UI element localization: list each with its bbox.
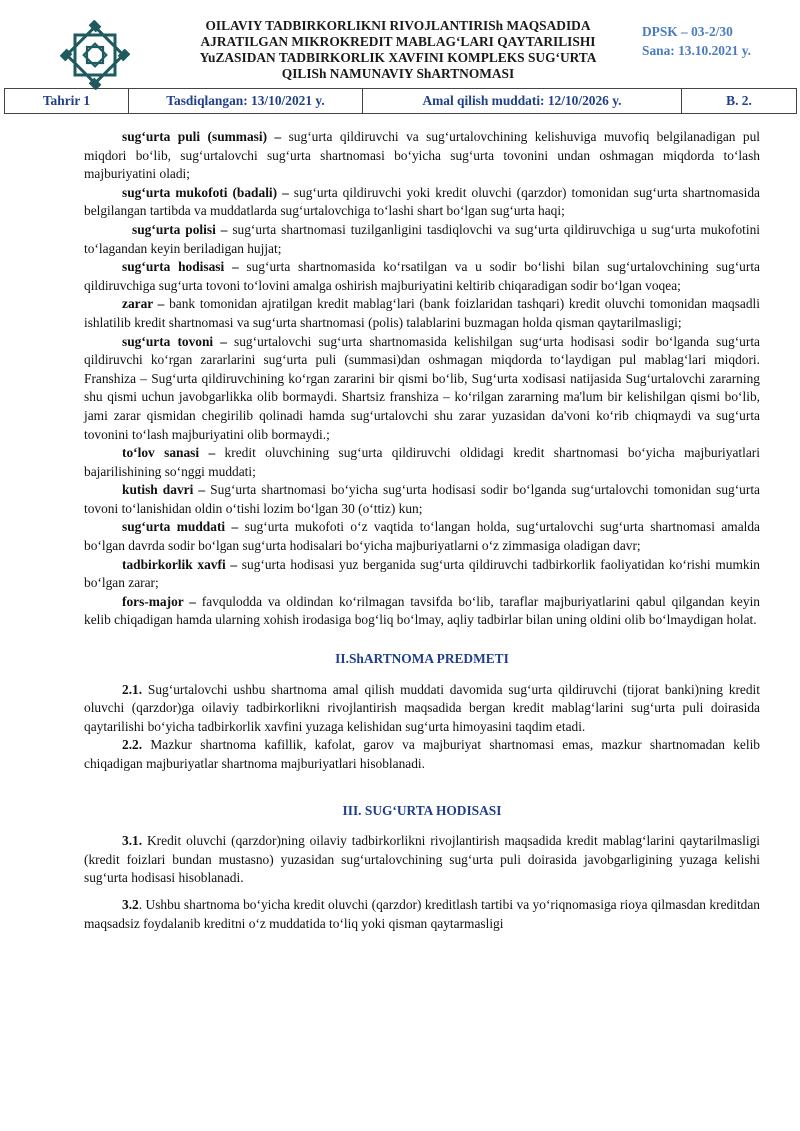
approved-cell: Tasdiqlangan: 13/10/2021 y. (129, 89, 363, 114)
definition: zarar – bank tomonidan ajratilgan kredit mablag‘lari (bank foizlaridan tashqari) kredit oluvchi tomonidan maqsadli ishlatilib kredit shartnomasi va sug‘urta shartnomasi (polis) talablarini buzmagan holda qisman qaytarilmasligi; (84, 296, 761, 330)
clause: 2.1. Sug‘urtalovchi ushbu shartnoma amal qilish muddati davomida sug‘urta qildiruvchi (tijorat banki)ning kredit oluvchi (qarzdor)ga oilaviy tadbirkorlikni rivojlantirish maqsadida bergan kredit mablag‘larini sug‘urta puli doirasida qaytarilishi bo‘yicha tadbirkorlik xavfini yuzaga kelishidan sug‘urta himoyasini taqdim etadi. (84, 681, 760, 734)
definition: sug‘urta tovoni – sug‘urtalovchi sug‘urta shartnomasida kelishilgan sug‘urta hodisasi sodir bo‘lganda sug‘urta qildiruvchi ko‘rgan zararlarini sug‘urta puli (summasi)dan oshmagan miqdorda to‘laydigan pul mablag‘lari miqdori. Franshiza – Sug‘urta qildiruvchining ko‘rgan zararini bir qismi bo‘lib, Sug‘urta xodisasi natijasida Sug‘urtalovchi zararning shu qismi uchun javobgarlikka olib bormaydi. Shartsiz franshiza – ko‘rilgan zararning ma'lum bir kelishilgan qismi bo‘lib, jami zarar qismidan chegirilib qolinadi hamda sug‘urtalovchi shu zarar yuzasidan da'voni ko‘rib chiqmaydi va sug‘urta tovonini to‘lash majburiyatini olib bormaydi.; (84, 333, 760, 442)
star-emblem-icon (60, 20, 130, 90)
definition: to‘lov sanasi – kredit oluvchining sug‘urta qildiruvchi oldidagi kredit shartnomasi bo‘yicha majburiyatlari bajarilishining so‘nggi muddati; (84, 445, 760, 479)
validity-cell: Amal qilish muddati: 12/10/2026 y. (363, 89, 682, 114)
document-meta-table (4, 88, 797, 114)
section-heading: II.ShARTNOMA PREDMETI (335, 651, 509, 667)
clause: 3.1. Kredit oluvchi (qarzdor)ning oilaviy tadbirkorlikni rivojlantirish maqsadida kredit mablag‘larini qaytarilmasligi (kredit foizlari bundan mustasno) yuzasidan sug‘urtalovchining sug‘urta puli doirasida javobgarligining yuzaga kelishi sug‘urta hodisasi hisoblanadi. (84, 833, 760, 886)
document-body (84, 128, 760, 933)
definition: kutish davri – Sug‘urta shartnomasi bo‘yicha sug‘urta hodisasi sodir bo‘lganda sug‘urtalovchi tomonidan sug‘urta tovoni to‘lanishidan oldin o‘tishi lozim bo‘lgan 30 (o‘ttiz) kun; (84, 482, 760, 516)
clause: 2.2. Mazkur shartnoma kafillik, kafolat, garov va majburiyat shartnomasi emas, mazkur shartnomadan kelib chiqadigan majburiyatlar shartnoma majburiyatlari hisoblanadi. (84, 737, 760, 771)
definition: sug‘urta mukofoti (badali) – sug‘urta qildiruvchi yoki kredit oluvchi (qarzdor) tomonidan sug‘urta shartnomasida belgilangan tartibda va muddatlarda sug‘urtalovchiga to‘lashi shart bo‘lgan sug‘urta haqi; (84, 184, 760, 219)
definition: sug‘urta hodisasi – sug‘urta shartnomasida ko‘rsatilgan va u sodir bo‘lishi bilan sug‘urtalovchining sug‘urta qildiruvchiga sug‘urta tovoni to‘lovini amalga oshirish majburiyatini keltirib chiqaradigan sodir bo‘lgan voqea; (84, 259, 760, 293)
document-code: DPSK – 03-2/30 Sana: 13.10.2021 y. (642, 24, 752, 58)
definition: tadbirkorlik xavfi – sug‘urta hodisasi yuz berganida sug‘urta qildiruvchi tadbirkorlik faoliyatidan ko‘rishi mumkin bo‘lgan zarar; (84, 556, 760, 591)
definition: fors-major – favqulodda va oldindan ko‘rilmagan tavsifda bo‘lib, taraflar majburiyatlarini qabul qilgandan keyin kelib chiqadigan hamda ularning xohish irodasiga bog‘liq bo‘lmay, aqliy tadbirlar bilan uning oldini olib bo‘lmaydigan holat. (84, 593, 760, 628)
definition: sug‘urta polisi – sug‘urta shartnomasi tuzilganligini tasdiqlovchi va sug‘urta qildiruvchiga u sug‘urta mukofotini to‘lagandan keyin beriladigan hujjat; (84, 221, 761, 256)
document-title: OILAVIY TADBIRKORLIKNI RIVOJLANTIRISh MAQSADIDA AJRATILGAN MIKROKREDIT MABLAG‘LARI QAYTARILISHI YuZASIDAN TADBIRKORLIK XAVFINI KOMPLEKS SUG‘URTA QILISh NAMUNAVIY ShARTNOMASI (199, 18, 597, 81)
clause: 3.2. Ushbu shartnoma bo‘yicha kredit oluvchi (qarzdor) kreditlash tartibi va yo‘riqnomasiga rioya qilmasdan kreditdan maqsadsiz foydalanib kreditni o‘z muddatida to‘liq yoki qisman qaytarmasligi (84, 896, 760, 931)
definition: sug‘urta puli (summasi) – sug‘urta qildiruvchi va sug‘urtalovchining kelishuviga muvofiq belgilanadigan pul miqdori bo‘lib, sug‘urtalovchi sug‘urta shartnomasi bo‘yicha sug‘urta tovonini undan oshmagan miqdorda to‘lash majburiyatini oladi; (84, 129, 761, 182)
edition-cell: Tahrir 1 (5, 89, 129, 114)
section-heading: III. SUG‘URTA HODISASI (342, 802, 502, 818)
definition: sug‘urta muddati – sug‘urta mukofoti o‘z vaqtida to‘langan holda, sug‘urtalovchi sug‘urta shartnomasi amalda bo‘lgan davrda sodir bo‘lgan sug‘urta hodisalari bo‘yicha majburiyatlarni o‘z zimmasiga oladigan davr; (84, 519, 760, 554)
page-cell: B. 2. (682, 89, 797, 114)
